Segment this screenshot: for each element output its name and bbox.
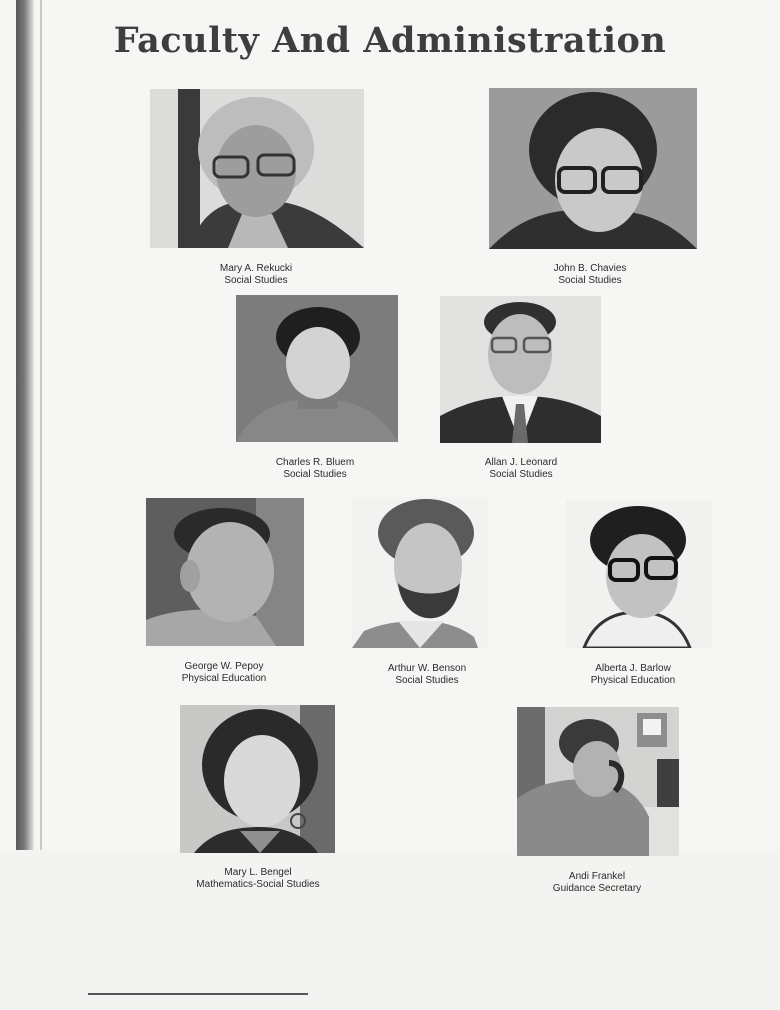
faculty-caption-9 <box>497 871 697 895</box>
faculty-department: Physical Education <box>181 673 267 684</box>
faculty-photo-1 <box>150 89 364 248</box>
portrait-woman-glasses-icon <box>566 500 712 648</box>
faculty-name: Mary L. Bengel <box>224 867 292 878</box>
portrait-man-profile-icon <box>146 498 304 646</box>
faculty-department: Guidance Secretary <box>552 883 642 894</box>
faculty-department: Social Studies <box>489 469 553 480</box>
faculty-name: John B. Chavies <box>553 263 627 274</box>
faculty-department: Social Studies <box>395 675 459 686</box>
portrait-man-glasses-icon <box>489 88 697 249</box>
faculty-department: Physical Education <box>590 675 676 686</box>
portrait-woman-smiling-icon <box>180 705 335 853</box>
faculty-photo-8 <box>180 705 335 853</box>
portrait-man-beard-icon <box>352 497 488 648</box>
faculty-caption-3 <box>215 457 415 481</box>
faculty-name: Andi Frankel <box>568 871 626 882</box>
faculty-name: Charles R. Bluem <box>275 457 355 468</box>
faculty-name: George W. Pepoy <box>184 661 264 672</box>
faculty-name: Mary A. Rekucki <box>219 263 293 274</box>
faculty-photo-2 <box>489 88 697 249</box>
faculty-name: Arthur W. Benson <box>387 663 467 674</box>
binding-edge-line <box>40 0 42 850</box>
portrait-man-suit-glasses-icon <box>440 296 601 443</box>
faculty-photo-6 <box>352 497 488 648</box>
faculty-caption-1 <box>156 263 356 287</box>
page-title: Faculty And Administration <box>113 20 667 61</box>
page-binding <box>16 0 34 850</box>
faculty-photo-5 <box>146 498 304 646</box>
faculty-department: Mathematics-Social Studies <box>196 879 320 890</box>
faculty-department: Social Studies <box>224 275 288 286</box>
faculty-caption-4 <box>421 457 621 481</box>
faculty-caption-6 <box>327 663 527 687</box>
portrait-woman-glasses-icon <box>150 89 364 248</box>
faculty-department: Social Studies <box>283 469 347 480</box>
faculty-caption-2 <box>490 263 690 287</box>
portrait-woman-telephone-icon <box>517 707 679 856</box>
faculty-name: Alberta J. Barlow <box>595 663 671 674</box>
faculty-photo-4 <box>440 296 601 443</box>
faculty-photo-9 <box>517 707 679 856</box>
faculty-photo-3 <box>236 295 398 442</box>
faculty-caption-8 <box>158 867 358 891</box>
faculty-photo-7 <box>566 500 712 648</box>
faculty-name: Allan J. Leonard <box>484 457 558 468</box>
bottom-rule <box>88 993 308 995</box>
faculty-department: Social Studies <box>558 275 622 286</box>
portrait-man-turtleneck-icon <box>236 295 398 442</box>
faculty-caption-5 <box>124 661 324 685</box>
faculty-caption-7 <box>533 663 733 687</box>
